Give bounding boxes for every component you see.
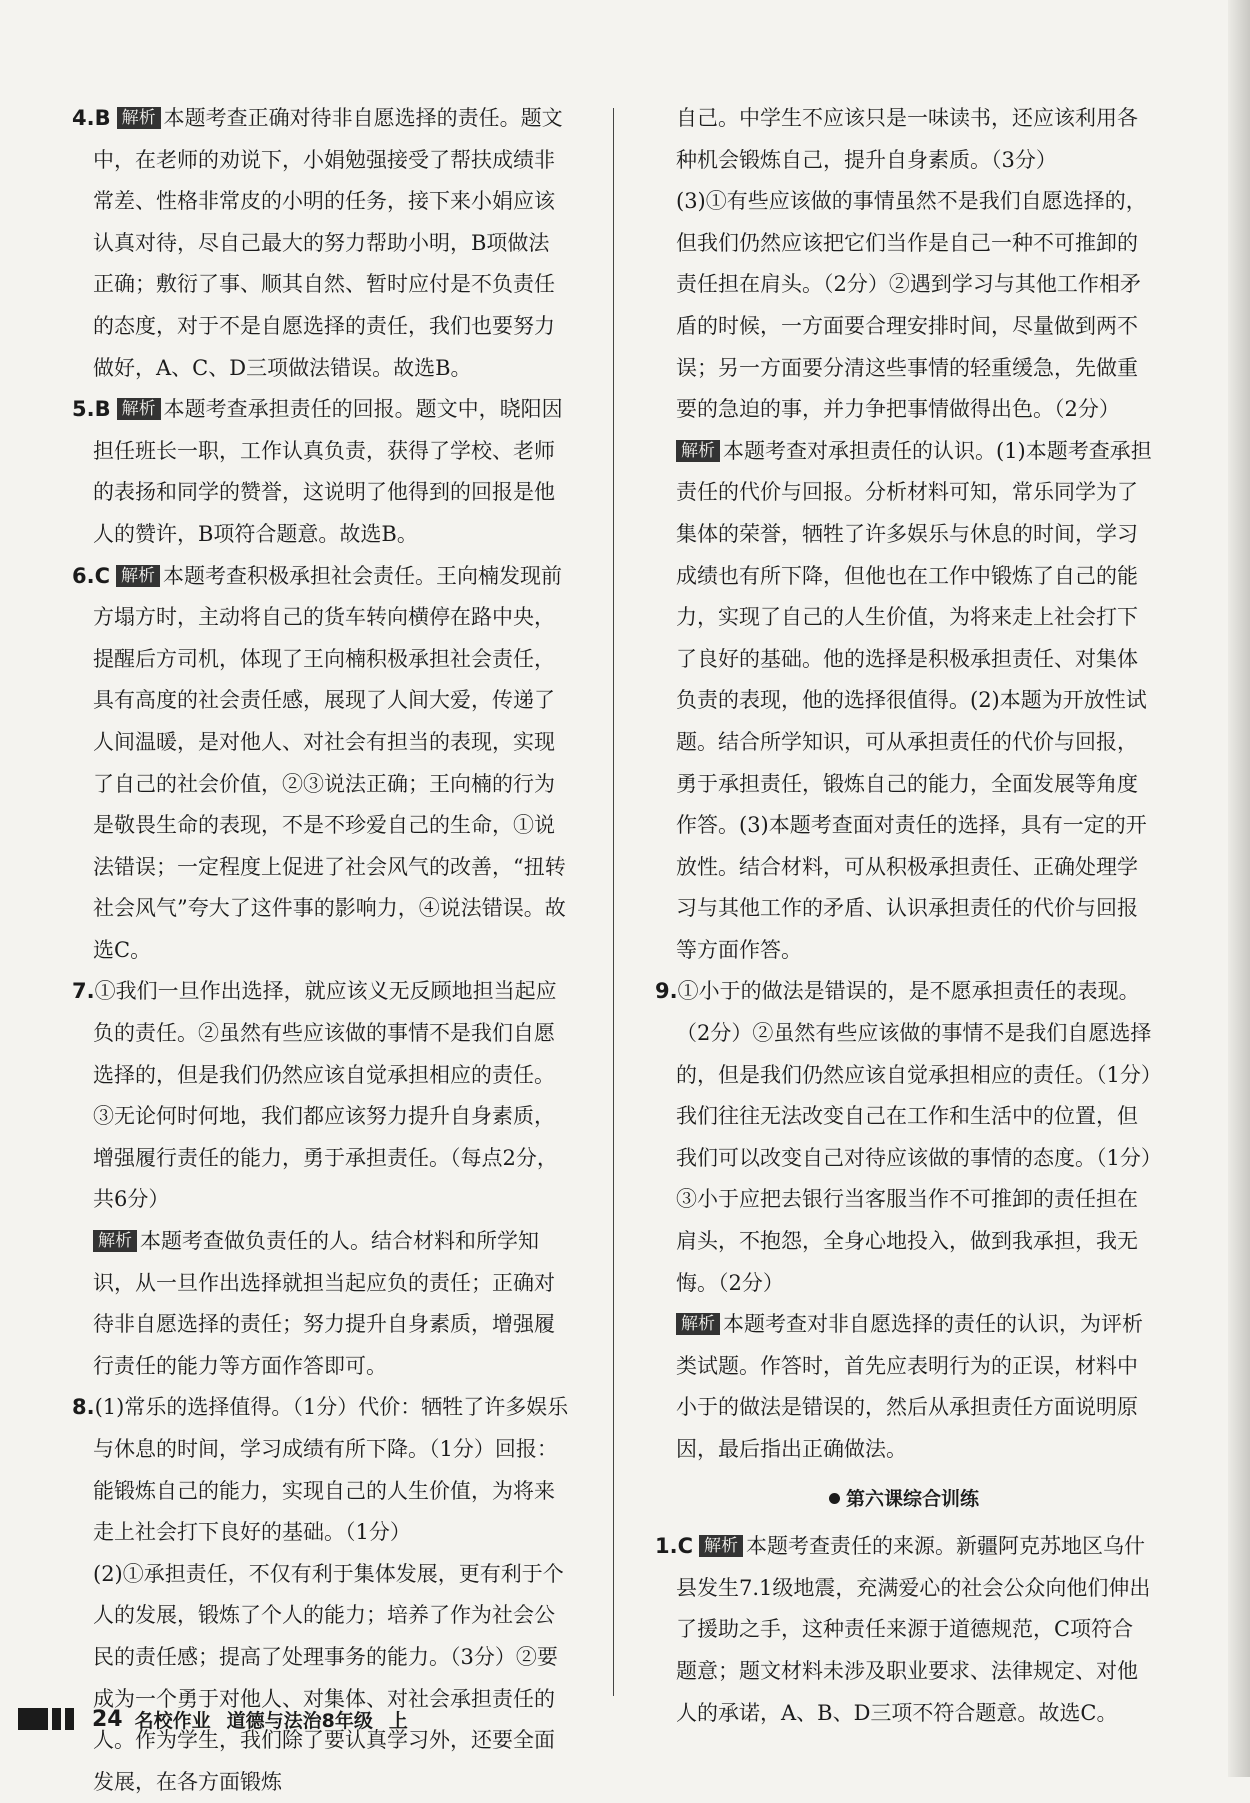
- analysis-tag: 解析: [117, 107, 161, 129]
- answer-part-2-continued: 自己。中学生不应该只是一味读书，还应该利用各种机会锻炼自己，提升自身素质。（3分）: [676, 106, 1138, 172]
- footer-volume: 上: [388, 1709, 408, 1732]
- footer-bars-icon: [18, 1708, 78, 1730]
- right-column: [655, 98, 1153, 1734]
- answer-part-1: (1)常乐的选择值得。（1分）代价：牺牲了许多娱乐与休息的时间，学习成绩有所下降。（1分）回报：能锻炼自己的能力，实现自己的人生价值，为将来走上社会打下良好的基础。（1分）: [93, 1395, 569, 1545]
- item-number: 4.: [72, 106, 95, 130]
- answer-choice: B: [94, 397, 111, 422]
- bullet-dot-icon: [829, 1493, 840, 1504]
- analysis-text: 本题考查对非自愿选择的责任的认识，为评析类试题。作答时，首先应表明行为的正误，材料中小于的做法是错误的，然后从承担责任方面说明原因，最后指出正确做法。: [676, 1312, 1143, 1461]
- analysis-tag: 解析: [117, 398, 161, 420]
- analysis-text: 本题考查责任的来源。新疆阿克苏地区乌什县发生7.1级地震，充满爱心的社会公众向他们伸出了援助之手，这种责任来源于道德规范，C项符合题意；题文材料未涉及职业要求、法律规定、对他人的承诺，A、B、D三项不符合题意。故选C。: [676, 1534, 1151, 1725]
- answer-item-8: [72, 1387, 570, 1553]
- item-number: 7.: [72, 979, 95, 1004]
- answer-item-7: [72, 971, 570, 1221]
- answer-part-2: (2)①承担责任，不仅有利于集体发展，更有利于个人的发展，锻炼了个人的能力；培养了作为社会公民的责任感；提高了处理事务的能力。（3分）②要成为一个勇于对他人、对集体、对社会承担责任的人。作为学生，我们除了要认真学习外，还要全面发展，在各方面锻炼: [93, 1561, 564, 1794]
- footer-subject: 道德与法治8年级: [226, 1709, 373, 1732]
- item-number: 6.: [72, 563, 95, 588]
- analysis-paragraph-9: [655, 1304, 1153, 1470]
- analysis-text: 本题考查正确对待非自愿选择的责任。题文中，在老师的劝说下，小娟勉强接受了帮扶成绩非常差、性格非常皮的小明的任务，接下来小娟应该认真对待，尽自己最大的努力帮助小明，B项做法正确；敷衍了事、顺其自然、暂时应付是不负责任的态度，对于不是自愿选择的责任，我们也要努力做好，A、C、D三项做法错误。故选B。: [93, 106, 563, 380]
- analysis-text: 本题考查积极承担社会责任。王向楠发现前方塌方时，主动将自己的货车转向横停在路中央，提醒后方司机，体现了王向楠积极承担社会责任，具有高度的社会责任感，展现了人间大爱，传递了人间温暖，是对他人、对社会有担当的表现，实现了自己的社会价值，②③说法正确；王向楠的行为是敬畏生命的表现，不是不珍爱自己的生命，①说法错误；一定程度上促进了社会风气的改善，“扭转社会风气”夸大了这件事的影响力，④说法错误。故选C。: [93, 563, 566, 962]
- page-footer: [18, 1702, 424, 1736]
- footer-brand: 名校作业: [134, 1709, 211, 1732]
- answer-item-6: [72, 556, 570, 972]
- analysis-text: 本题考查做负责任的人。结合材料和所学知识，从一旦作出选择就担当起应负的责任；正确对待非自愿选择的责任；努力提升自身素质，增强履行责任的能力等方面作答即可。: [93, 1229, 555, 1378]
- answer-text: ①小于的做法是错误的，是不愿承担责任的表现。（2分）②虽然有些应该做的事情不是我们自愿选择的，但是我们仍然应该自觉承担相应的责任。（1分）我们往往无法改变自己在工作和生活中的位置，但我们可以改变自己对待应该做的事情的态度。（1分）③小于应把去银行当客服当作不可推卸的责任担在肩头，不抱怨，全身心地投入，做到我承担，我无悔。（2分）: [676, 979, 1152, 1295]
- answer-item-5: [72, 389, 570, 555]
- item-number: 8.: [72, 1395, 95, 1420]
- analysis-tag: 解析: [93, 1230, 137, 1252]
- answer-item-4: [72, 98, 570, 389]
- answer-choice: C: [94, 563, 111, 588]
- left-column: [72, 98, 570, 1803]
- section-heading: [655, 1479, 1153, 1521]
- analysis-tag: 解析: [116, 565, 160, 587]
- answer-item-s1: [655, 1526, 1153, 1734]
- analysis-paragraph-8: [655, 431, 1153, 972]
- section-title: 第六课综合训练: [845, 1487, 979, 1510]
- analysis-text: 本题考查承担责任的回报。题文中，晓阳因担任班长一职，工作认真负责，获得了学校、老师的表扬和同学的赞誉，这说明了他得到的回报是他人的赞许，B项符合题意。故选B。: [93, 397, 563, 546]
- analysis-tag: 解析: [676, 1313, 720, 1335]
- analysis-text: 本题考查对承担责任的认识。(1)本题考查承担责任的代价与回报。分析材料可知，常乐同学为了集体的荣誉，牺牲了许多娱乐与休息的时间，学习成绩也有所下降，但他也在工作中锻炼了自己的能力，实现了自己的人生价值，为将来走上社会打下了良好的基础。他的选择是积极承担责任、对集体负责的表现，他的选择很值得。(2)本题为开放性试题。结合所学知识，可从承担责任的代价与回报，勇于承担责任，锻炼自己的能力，全面发展等角度作答。(3)本题考查面对责任的选择，具有一定的开放性。结合材料，可从积极承担责任、正确处理学习与其他工作的矛盾、认识承担责任的代价与回报等方面作答。: [676, 438, 1152, 962]
- item-number: 5.: [72, 397, 95, 422]
- answer-part-3: (3)①有些应该做的事情虽然不是我们自愿选择的，但我们仍然应该把它们当作是自己一种不可推卸的责任担在肩头。（2分）②遇到学习与其他工作相矛盾的时候，一方面要合理安排时间，尽量做到两不误；另一方面要分清这些事情的轻重缓急，先做重要的急迫的事，并力争把事情做得出色。（2分）: [676, 189, 1147, 422]
- answer-choice: B: [94, 106, 111, 130]
- analysis-tag: 解析: [676, 440, 720, 462]
- analysis-paragraph-7: [72, 1221, 570, 1387]
- answer-item-9: [655, 971, 1153, 1304]
- item-number: 1.: [655, 1534, 678, 1559]
- item-number: 9.: [655, 979, 678, 1004]
- page-number: 24: [92, 1706, 123, 1732]
- answer-text: ①我们一旦作出选择，就应该义无反顾地担当起应负的责任。②虽然有些应该做的事情不是我们自愿选择的，但是我们仍然应该自觉承担相应的责任。③无论何时何地，我们都应该努力提升自身素质，增强履行责任的能力，勇于承担责任。（每点2分，共6分）: [93, 979, 558, 1212]
- answer-choice: C: [677, 1534, 694, 1559]
- analysis-tag: 解析: [699, 1535, 743, 1557]
- page-edge-shadow: [1228, 0, 1250, 1777]
- column-divider: [613, 108, 614, 1696]
